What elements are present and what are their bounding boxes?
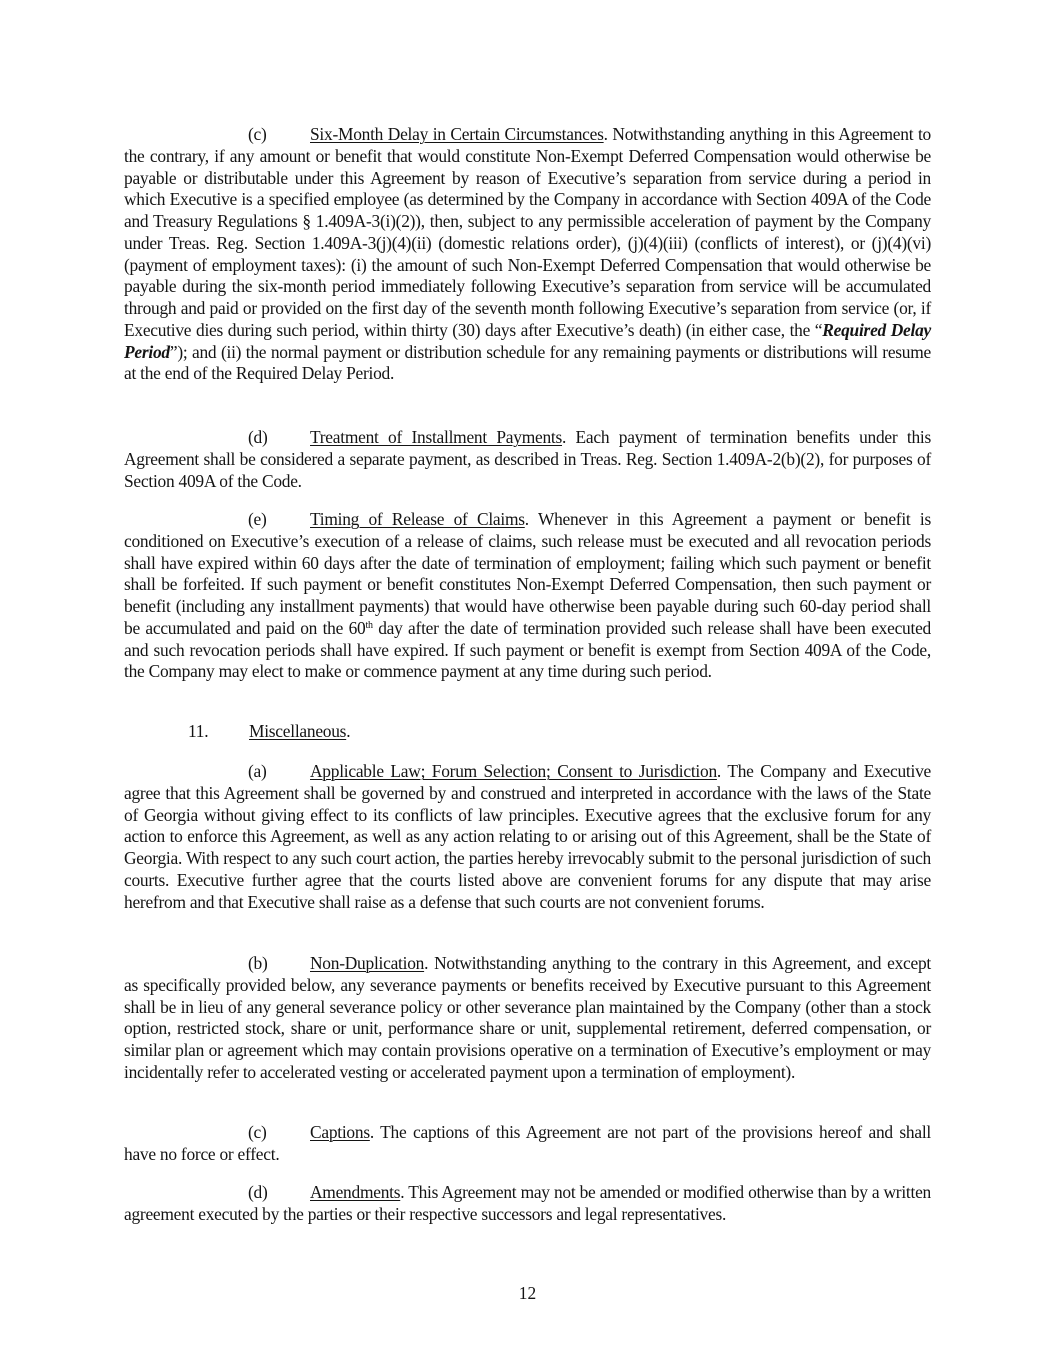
clause-text: . Notwithstanding anything in this Agreement to the contrary, if any amount or benefit that would constitute Non-Exempt Deferred Compensation would otherwise be payable or distributable under this Agreement by reason of Executive’s separation from service during a period in which Executive is a specified employee (as determined by the Company in accordance with Section 409A of the Code and Treasury Regulations § 1.409A-3(i)(2)), then, subject to any permissible acceleration of payment by the Company under Treas. Reg. Section 1.409A-3(j)(4)(ii) (domestic relations order), (j)(4)(iii) (conflicts of interest), or (j)(4)(vi) (payment of employment taxes): (i) the amount of such Non-Exempt Deferred Compensation that would otherwise be payable during the six-month period immediately following Executive’s separation from service will be accumulated through and paid or provided on the first day of the seventh month following Executive’s separation from service (or, if Executive dies during such period, within thirty (30) days after Executive’s death) (in either case, the “ (124, 124, 931, 340)
clause-heading: Amendments (310, 1182, 401, 1202)
clause-heading: Captions (310, 1122, 370, 1142)
clause-text: . Notwithstanding anything to the contrary in this Agreement, and except as specifically provided below, any severance payments or benefits received by Executive pursuant to this Agreement shall be in lieu of any general severance policy or other severance plan maintained by the Company (other than a stock option, restricted stock, share or unit, performance share or unit, supplemental retirement, deferred compensation, or similar plan or agreement which may contain provisions operative on a termination of Executive’s employment or may incidentally refer to accelerated vesting or accelerated payment upon a termination of employment). (124, 953, 931, 1082)
clause-text: ”); and (ii) the normal payment or distribution schedule for any remaining payments or distributions will resume at the end of the Required Delay Period. (124, 341, 931, 384)
clause-text: . This Agreement may not be amended or modified otherwise than by a written agreement executed by the parties or their respective successors and legal representatives. (124, 1182, 931, 1224)
clause-label: (c) (248, 1122, 267, 1142)
clause-heading: Timing of Release of Claims (310, 509, 525, 529)
clause-heading: Non-Duplication (310, 953, 425, 973)
clause-label: (d) (248, 1182, 268, 1202)
paragraph-11d-amendments (124, 1182, 931, 1226)
clause-text: day after the date of termination provided such release shall have been executed and such revocation periods shall have expired. If such payment or benefit is exempt from Section 409A of the Code, the Company may elect to make or commence payment at any time during such period. (124, 617, 931, 682)
clause-label: (c) (248, 124, 267, 144)
ordinal-superscript: th (365, 619, 373, 631)
defined-term: Required Delay Period (124, 319, 931, 362)
clause-text: . Whenever in this Agreement a payment or benefit is conditioned on Executive’s execution of a release of claims, such release must be executed and all revocation periods shall have expired within 60 days after the date of termination of employment; failing which such payment or benefit shall be forfeited. If such payment or benefit constitutes Non-Exempt Deferred Compensation, then such payment or benefit (including any installment payments) that would have otherwise been payable during such 60-day period shall be accumulated and paid on the 60 (124, 509, 931, 638)
clause-label: (b) (248, 953, 268, 973)
clause-text: . The Company and Executive agree that this Agreement shall be governed by and construed and interpreted in accordance with the laws of the State of Georgia without giving effect to its conflicts of law principles. Executive agrees that the exclusive forum for any action to enforce this Agreement, as well as any action relating to or arising out of this Agreement, shall be the State of Georgia. With respect to any such court action, the parties hereby irrevocably submit to the personal jurisdiction of such courts. Executive further agree that the courts listed above are convenient forums for any dispute that may arise herefrom and that Executive shall raise as a defense that such courts are not convenient forums. (124, 761, 931, 912)
section-11-heading (124, 721, 350, 743)
section-heading: Miscellaneous (249, 721, 347, 741)
section-heading-suffix: . (346, 721, 351, 741)
paragraph-11c-captions (124, 1122, 931, 1166)
clause-label: (d) (248, 427, 268, 447)
clause-heading: Six-Month Delay in Certain Circumstances (310, 124, 604, 144)
paragraph-10c-six-month-delay (124, 124, 931, 385)
section-number: 11. (188, 721, 209, 741)
clause-text: . Each payment of termination benefits under this Agreement shall be considered a separate payment, as described in Treas. Reg. Section 1.409A-2(b)(2), for purposes of Section 409A of the Code. (124, 427, 931, 491)
clause-label: (a) (248, 761, 267, 781)
clause-text: . The captions of this Agreement are not part of the provisions hereof and shall have no force or effect. (124, 1122, 931, 1164)
paragraph-11b-non-duplication (124, 953, 931, 1084)
paragraph-10d-installment-payments (124, 427, 931, 492)
clause-label: (e) (248, 509, 267, 529)
clause-heading: Treatment of Installment Payments (310, 427, 563, 447)
paragraph-11a-applicable-law (124, 761, 931, 913)
clause-heading: Applicable Law; Forum Selection; Consent to Jurisdiction (310, 761, 717, 781)
page-number: 12 (518, 1283, 537, 1303)
paragraph-10e-release-of-claims (124, 509, 931, 683)
